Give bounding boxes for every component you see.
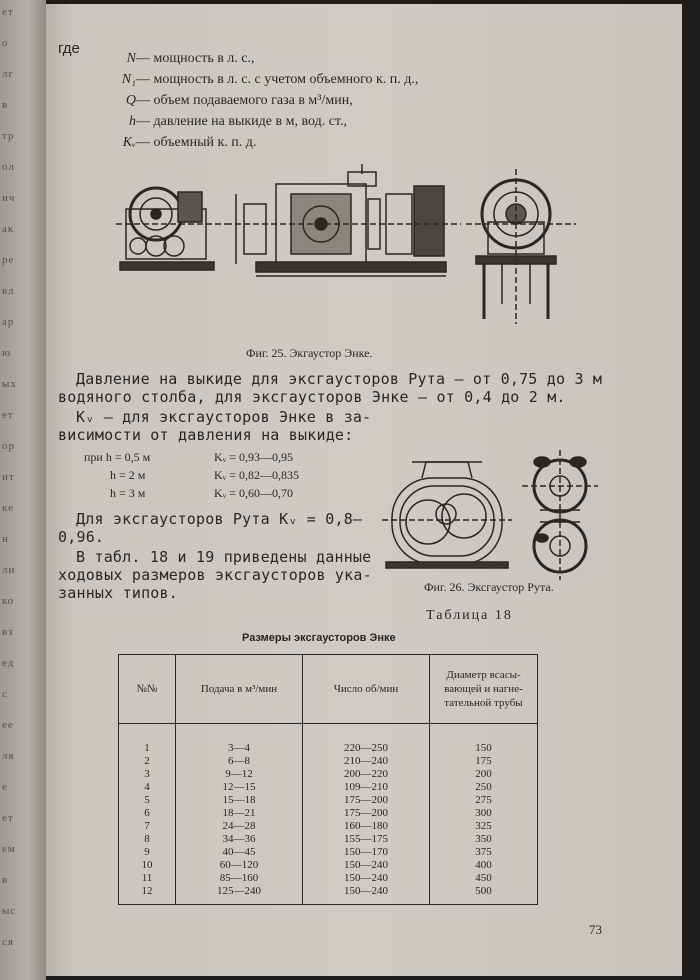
definition-text: — мощность в л. с., [136, 51, 255, 66]
left-page-fragment: вз [2, 626, 14, 638]
table-cell: 210—240 [303, 755, 430, 768]
left-page-fragment: ко [2, 595, 15, 607]
table-row [119, 781, 538, 794]
table-cell: 450 [430, 872, 538, 885]
table-cell: 150 [430, 742, 538, 755]
table-cell: 10 [119, 859, 176, 872]
table-cell: 150—240 [303, 859, 430, 872]
definition-symbol: N [126, 51, 136, 66]
table-cell: 7 [119, 820, 176, 833]
fig26-drawing [382, 450, 602, 580]
left-page-fragment: ит [2, 471, 15, 483]
table-row [119, 885, 538, 905]
formula-val-1: Kᵥ = 0,93—0,95 [214, 450, 293, 464]
table-cell: 300 [430, 807, 538, 820]
table-row [119, 768, 538, 781]
left-page-fragment: ся [2, 936, 14, 948]
left-page-fragment: ет [2, 6, 14, 18]
left-page-fragment: ре [2, 254, 15, 266]
col-header-rpm: Число об/мин [303, 655, 430, 724]
para2-line2: висимости от давления на выкиде: [58, 426, 354, 444]
left-page-edge [0, 0, 46, 980]
left-page-fragment: ич [2, 192, 16, 204]
table-cell: 200—220 [303, 768, 430, 781]
left-page-fragment: е [2, 781, 8, 793]
table-cell: 375 [430, 846, 538, 859]
definition-symbol: N₁ [121, 72, 136, 87]
table-row [119, 820, 538, 833]
table-row [119, 859, 538, 872]
definition-text: — давление на выкиде в м, вод. ст., [136, 114, 347, 129]
table-cell: 125—240 [176, 885, 303, 905]
left-page-fragment: тр [2, 130, 15, 142]
definition-item [106, 111, 418, 132]
table-cell: 5 [119, 794, 176, 807]
table-cell: 500 [430, 885, 538, 905]
para2-line1: Kᵥ — для эксгаусторов Энке в за- [76, 408, 372, 426]
table-cell: 34—36 [176, 833, 303, 846]
col-header-number: №№ [119, 655, 176, 724]
formula-val-3: Kᵥ = 0,60—0,70 [214, 486, 293, 500]
para4-line2: ходовых размеров эксгаусторов ука- [58, 566, 372, 584]
book-page [46, 4, 682, 976]
table-cell: 200 [430, 768, 538, 781]
formula-val-2: Kᵥ = 0,82—0,835 [214, 468, 299, 482]
fig25-left-view [116, 188, 226, 270]
table-cell: 12 [119, 885, 176, 905]
left-page-fragment: ых [2, 378, 17, 390]
definition-symbol: h [129, 114, 136, 129]
fig25-caption: Фиг. 25. Экгаустор Энке. [246, 346, 373, 360]
left-page-fragment: в [2, 874, 9, 886]
page-number: 73 [589, 922, 602, 937]
left-page-fragment: ля [2, 750, 15, 762]
para3-line2: 0,96. [58, 528, 105, 546]
para3-line1: Для эксгаусторов Рута Kᵥ = 0,8— [76, 510, 363, 528]
fig25-drawing [116, 164, 596, 329]
left-page-fragment: ее [2, 719, 14, 731]
definition-item [106, 132, 418, 153]
table-cell: 155—175 [303, 833, 430, 846]
table-cell: 24—28 [176, 820, 303, 833]
table-cell: 350 [430, 833, 538, 846]
table-cell: 4 [119, 781, 176, 794]
table-cell: 175 [430, 755, 538, 768]
table-spacer-row [119, 724, 538, 743]
table-cell: 250 [430, 781, 538, 794]
definition-text: — объем подаваемого газа в м³/мин, [136, 93, 353, 108]
fig26-end-view [522, 450, 598, 580]
fig25-right-view [466, 169, 576, 324]
left-page-fragment: ыс [2, 905, 17, 917]
table-row [119, 742, 538, 755]
definition-text: — мощность в л. с. с учетом объемного к. п. д., [136, 72, 419, 87]
definition-symbol: Kᵥ [122, 135, 136, 150]
table-cell: 150—240 [303, 885, 430, 905]
left-page-fragment: ор [2, 440, 15, 452]
table-cell: 15—18 [176, 794, 303, 807]
table-row [119, 794, 538, 807]
table-cell: 150—240 [303, 872, 430, 885]
table-row [119, 872, 538, 885]
left-page-fragment: вл [2, 285, 15, 297]
col-header-pipe-diameter: Диаметр всасы-вающей и нагне-тательной трубы [430, 655, 538, 724]
table-cell: 275 [430, 794, 538, 807]
left-page-fragment: ед [2, 657, 15, 669]
table-cell: 6 [119, 807, 176, 820]
fig25-center-view [226, 164, 461, 276]
definitions-list [106, 48, 418, 153]
left-page-fragment: ке [2, 502, 14, 514]
left-page-fragment: ет [2, 812, 14, 824]
left-page-fragment: ет [2, 409, 14, 421]
table-row [119, 807, 538, 820]
left-page-fragment: в [2, 99, 9, 111]
table-row [119, 833, 538, 846]
left-page-fragment: ак [2, 223, 15, 235]
table-cell: 400 [430, 859, 538, 872]
table-cell: 9—12 [176, 768, 303, 781]
intro-word: где [58, 40, 80, 57]
table-cell: 3 [119, 768, 176, 781]
table-cell: 6—8 [176, 755, 303, 768]
formula-cond-1: при h = 0,5 м [84, 450, 151, 464]
left-page-fragment: с [2, 688, 8, 700]
table-cell: 175—200 [303, 794, 430, 807]
table-cell: 3—4 [176, 742, 303, 755]
para4-line1: В табл. 18 и 19 приведены данные [76, 548, 372, 566]
para1-line1: Давление на выкиде для эксгаусторов Рута — от 0,75 до 3 м [76, 370, 603, 388]
formula-cond-2: h = 2 м [110, 468, 146, 482]
para4-line3: занных типов. [58, 584, 178, 602]
table-cell: 85—160 [176, 872, 303, 885]
table-cell: 220—250 [303, 742, 430, 755]
left-page-fragment: ар [2, 316, 15, 328]
table-cell: 12—15 [176, 781, 303, 794]
table-cell: 160—180 [303, 820, 430, 833]
fig26-caption: Фиг. 26. Эксгаустор Рута. [424, 580, 554, 594]
left-page-fragment: ю [2, 347, 12, 359]
table-title: Размеры эксгаусторов Энке [242, 632, 396, 644]
definition-item [106, 48, 418, 69]
left-page-fragment: ол [2, 161, 15, 173]
left-page-fragment: ли [2, 564, 16, 576]
fig26-section-view [382, 462, 512, 568]
definition-symbol: Q [125, 93, 136, 108]
table-cell: 175—200 [303, 807, 430, 820]
table-cell: 109—210 [303, 781, 430, 794]
left-page-fragment: ем [2, 843, 16, 855]
left-page-fragment: о [2, 37, 9, 49]
table-cell: 1 [119, 742, 176, 755]
enke-sizes-table [118, 654, 538, 905]
definition-item [106, 69, 418, 90]
para1-line2: водяного столба, для эксгаусторов Энке — от 0,4 до 2 м. [58, 388, 566, 406]
table-number: Таблица 18 [426, 608, 513, 623]
table-cell: 18—21 [176, 807, 303, 820]
table-cell: 9 [119, 846, 176, 859]
formula-cond-3: h = 3 м [110, 486, 146, 500]
table-cell: 60—120 [176, 859, 303, 872]
table-row [119, 755, 538, 768]
left-page-fragment: лг [2, 68, 15, 80]
table-header-row [119, 655, 538, 724]
table-cell: 325 [430, 820, 538, 833]
table-row [119, 846, 538, 859]
table-cell: 8 [119, 833, 176, 846]
col-header-capacity: Подача в м³/мин [176, 655, 303, 724]
left-page-fragment: н [2, 533, 9, 545]
table-cell: 11 [119, 872, 176, 885]
definition-text: — объемный к. п. д. [136, 135, 257, 150]
definition-item [106, 90, 418, 111]
table-cell: 2 [119, 755, 176, 768]
table-cell: 150—170 [303, 846, 430, 859]
table-cell: 40—45 [176, 846, 303, 859]
